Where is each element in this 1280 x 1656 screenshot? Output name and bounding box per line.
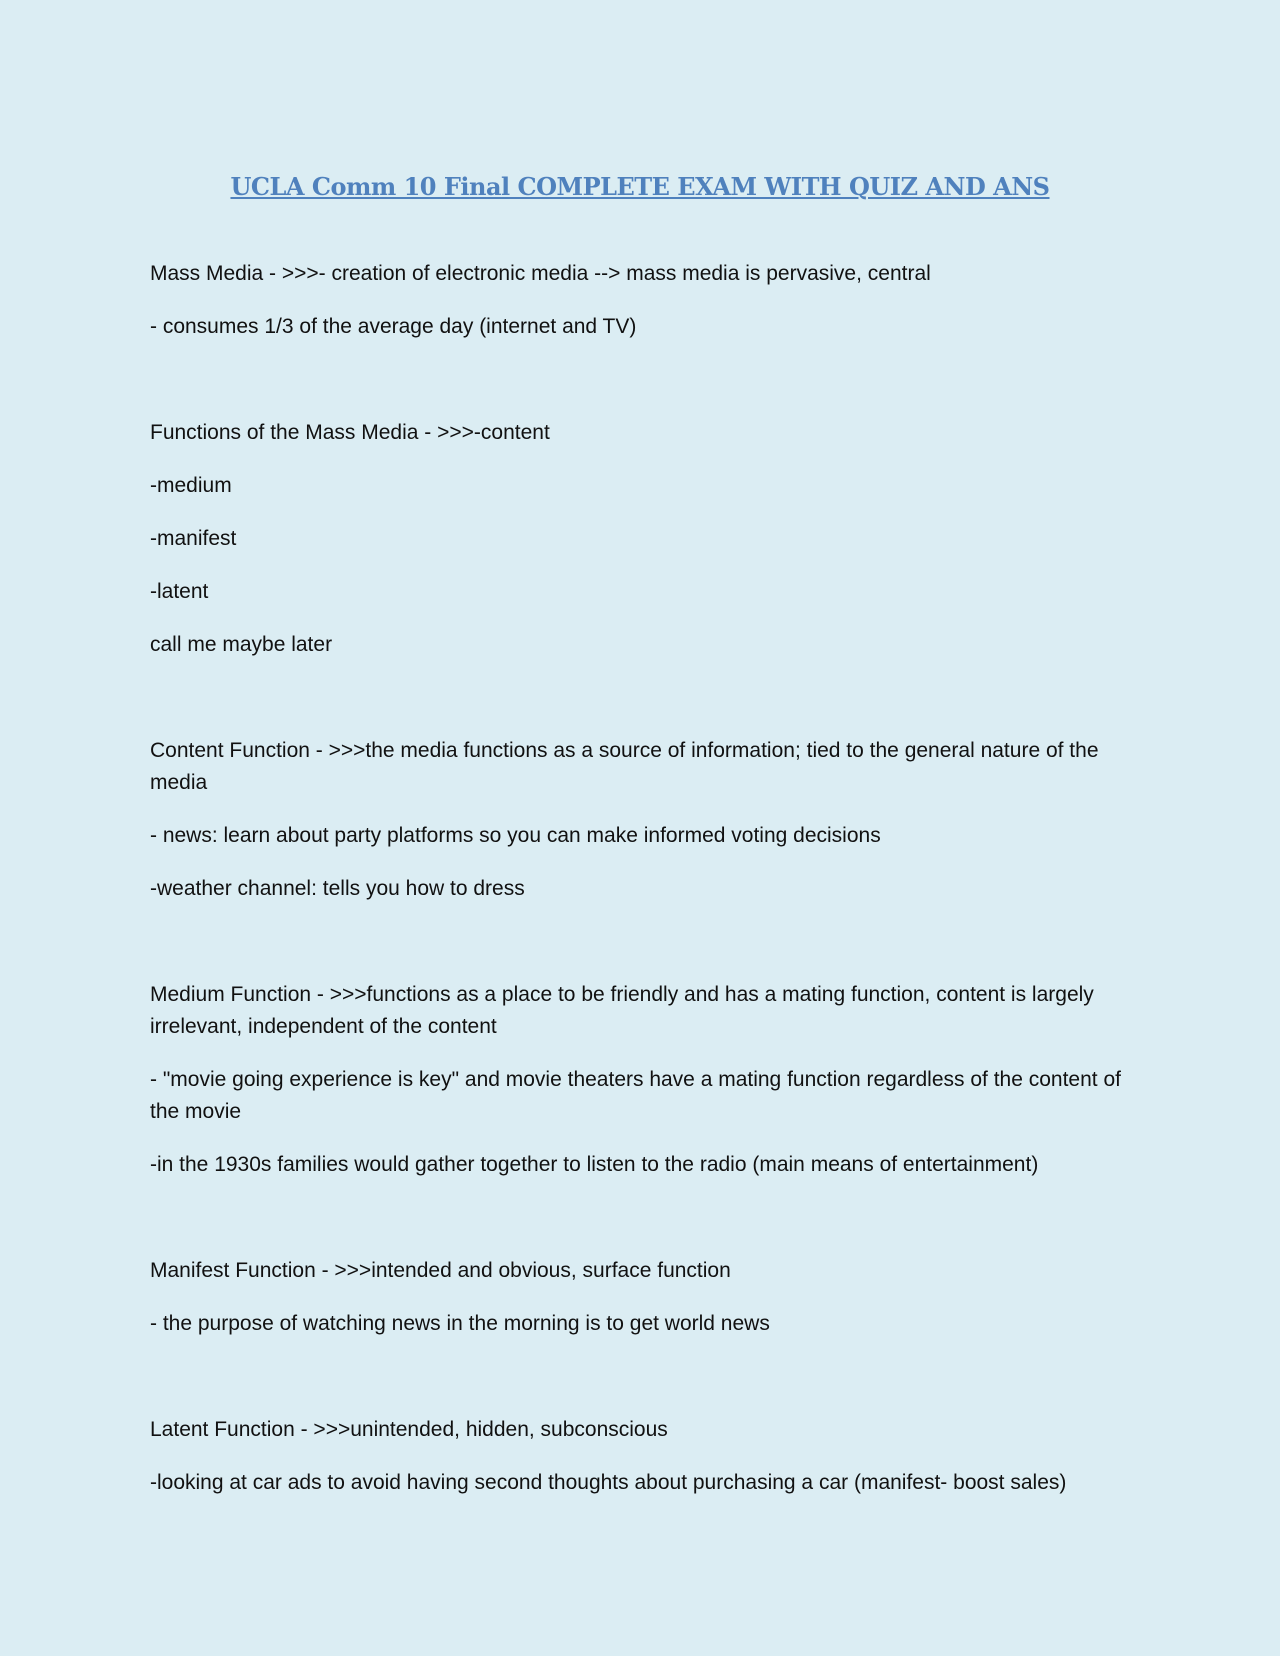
- paragraph: call me maybe later: [150, 633, 333, 656]
- paragraph-mass-media: Mass Media - >>>- creation of electronic media --> mass media is pervasive, central: [150, 262, 931, 285]
- paragraph: -looking at car ads to avoid having second thoughts about purchasing a car (manifest- boost sales): [150, 1471, 1067, 1494]
- section-divider: [150, 682, 1130, 735]
- document-title: UCLA Comm 10 Final COMPLETE EXAM WITH QUIZ AND ANS: [230, 172, 1050, 201]
- paragraph: -manifest: [150, 527, 237, 550]
- paragraph: -weather channel: tells you how to dress: [150, 877, 525, 900]
- section-divider: [150, 1361, 1130, 1414]
- paragraph-medium-function: Medium Function - >>>functions as a place to be friendly and has a mating function, content is largely irrelevant, independent of the content: [150, 983, 1094, 1038]
- paragraph-content-function: Content Function - >>>the media functions as a source of information; tied to the general nature of the media: [150, 739, 1099, 794]
- paragraph-functions-of-mass-media: Functions of the Mass Media - >>>-content: [150, 421, 550, 444]
- paragraph: - "movie going experience is key" and movie theaters have a mating function regardless of the content of the movie: [150, 1068, 1121, 1123]
- paragraph-manifest-function: Manifest Function - >>>intended and obvious, surface function: [150, 1259, 731, 1282]
- paragraph: - news: learn about party platforms so you can make informed voting decisions: [150, 824, 881, 847]
- paragraph: -latent: [150, 580, 209, 603]
- document-body: [150, 258, 1130, 1520]
- paragraph: -in the 1930s families would gather together to listen to the radio (main means of entertainment): [150, 1153, 1039, 1176]
- paragraph: - the purpose of watching news in the morning is to get world news: [150, 1312, 770, 1335]
- paragraph: -medium: [150, 474, 232, 497]
- section-divider: [150, 364, 1130, 417]
- paragraph: - consumes 1/3 of the average day (internet and TV): [150, 315, 637, 338]
- section-divider: [150, 926, 1130, 979]
- section-divider: [150, 1202, 1130, 1255]
- paragraph-latent-function: Latent Function - >>>unintended, hidden, subconscious: [150, 1418, 668, 1441]
